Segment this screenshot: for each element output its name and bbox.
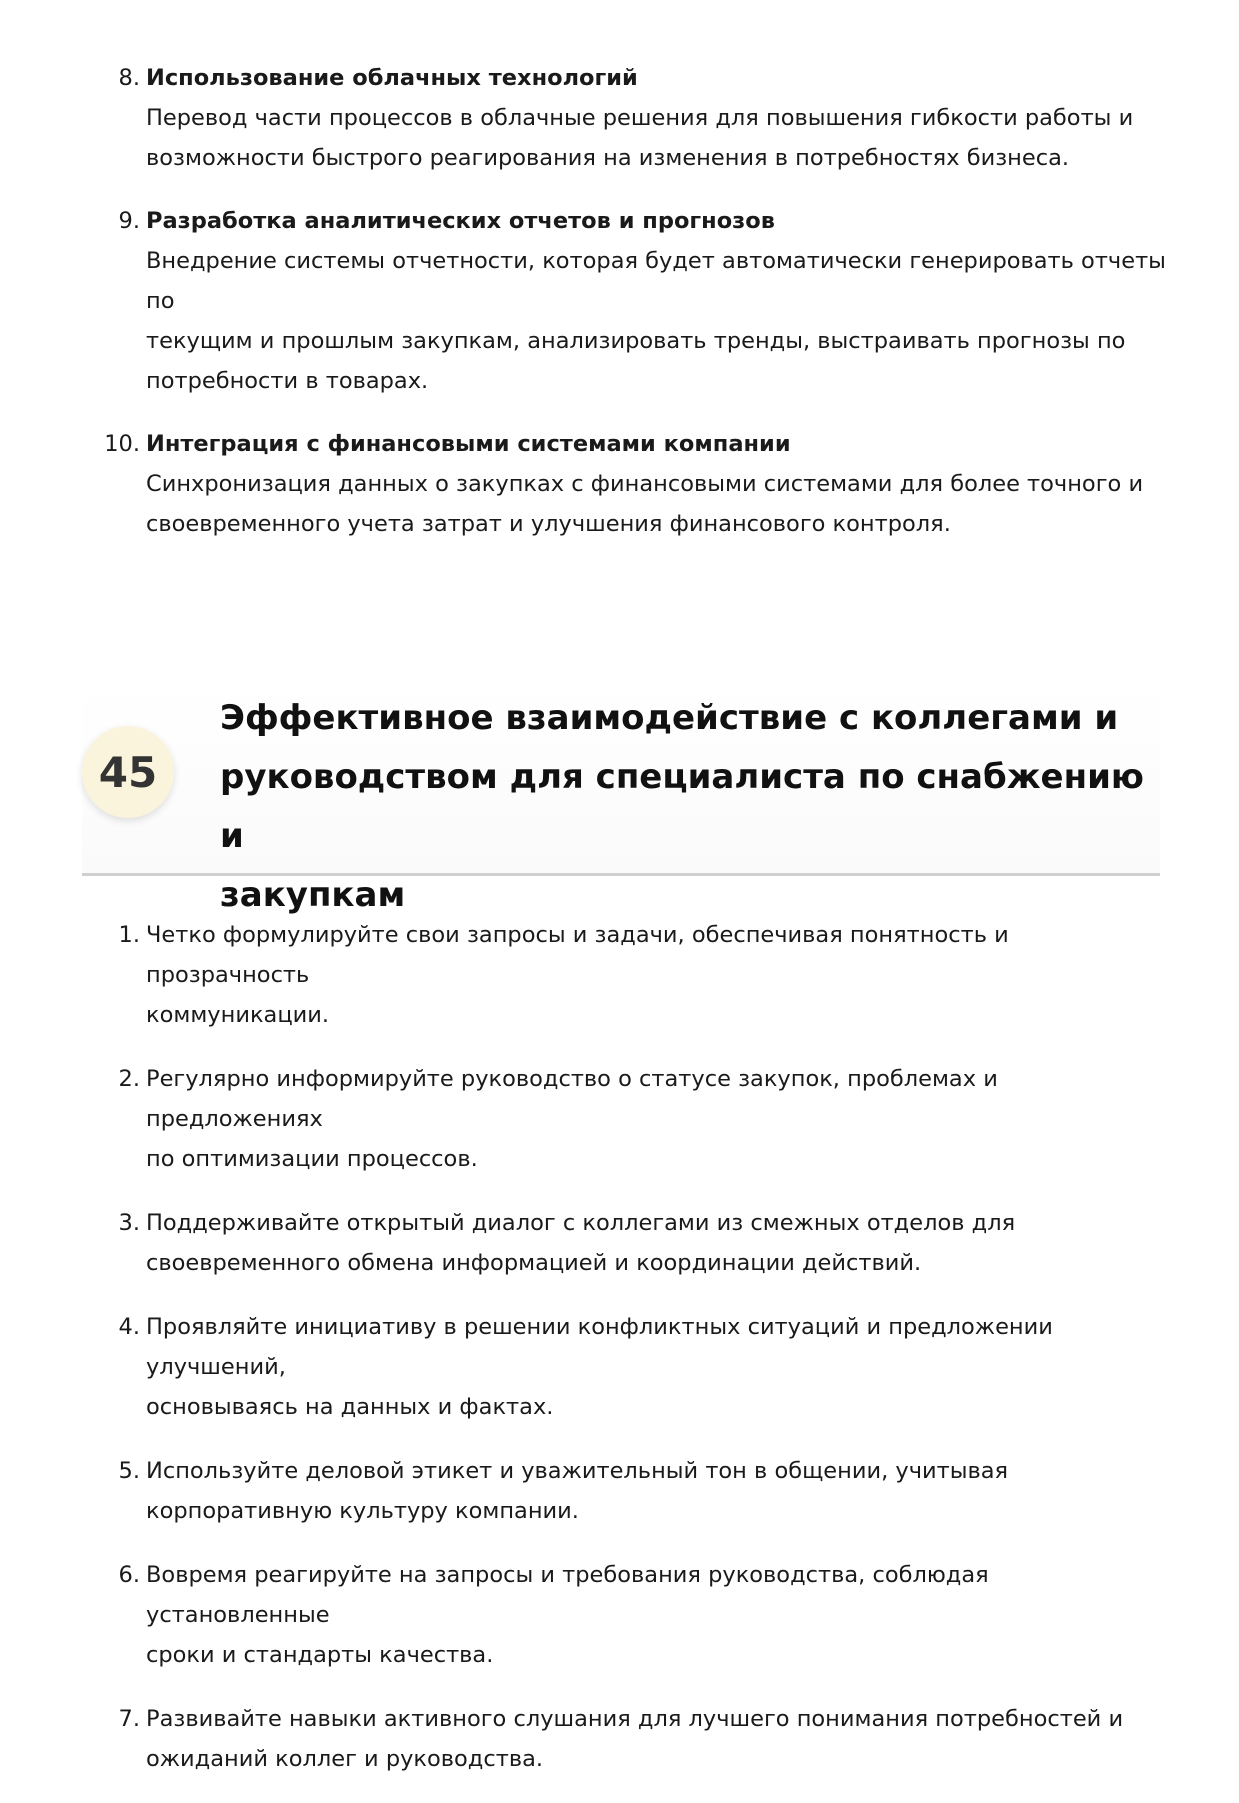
text-line: корпоративную культуру компании. (146, 1498, 579, 1524)
text-line: Синхронизация данных о закупках с финансовыми системами для более точного и (146, 471, 1144, 497)
list-item-text (146, 1203, 1166, 1283)
list-item (0, 1555, 1239, 1675)
list-item (0, 201, 1239, 401)
list-item (0, 915, 1239, 1035)
text-line: основываясь на данных и фактах. (146, 1394, 554, 1420)
text-line: Проявляйте инициативу в решении конфликтных ситуаций и предложении улучшений, (146, 1314, 1053, 1380)
text-line: Используйте деловой этикет и уважительный тон в общении, учитывая (146, 1458, 1009, 1484)
list-item-description (146, 98, 1166, 178)
list-item-description (146, 241, 1166, 401)
text-line: Четко формулируйте свои запросы и задачи, обеспечивая понятность и прозрачность (146, 922, 1009, 988)
list-item-number: 9. (118, 208, 140, 234)
title-line: закупкам (220, 875, 406, 915)
list-item-text (146, 1699, 1166, 1779)
text-line: своевременного учета затрат и улучшения финансового контроля. (146, 511, 951, 537)
list-item-number: 8. (118, 65, 140, 91)
list-item-number: 2. (118, 1066, 140, 1092)
text-line: ожиданий коллег и руководства. (146, 1746, 544, 1772)
text-line: Поддерживайте открытый диалог с коллегами из смежных отделов для (146, 1210, 1016, 1236)
list-item (0, 424, 1239, 544)
text-line: Перевод части процессов в облачные решения для повышения гибкости работы и (146, 105, 1134, 131)
title-line: Эффективное взаимодействие с коллегами и (220, 698, 1119, 738)
text-line: текущим и прошлым закупкам, анализировать тренды, выстраивать прогнозы по (146, 328, 1126, 354)
section-number-badge: 45 (82, 726, 174, 818)
list-item-number: 1. (118, 922, 140, 948)
list-item-title: Интеграция с финансовыми системами компании (146, 431, 791, 457)
list-item-description (146, 464, 1166, 544)
list-item-number: 3. (118, 1210, 140, 1236)
text-line: сроки и стандарты качества. (146, 1642, 494, 1668)
title-line: руководством для специалиста по снабжению и (220, 757, 1144, 856)
list-item-text (146, 1451, 1166, 1531)
list-item (0, 1699, 1239, 1779)
section-header (82, 685, 1160, 915)
list-item-number: 10. (104, 431, 140, 457)
section-title (220, 689, 1150, 925)
list-item (0, 58, 1239, 178)
list-item-text (146, 1059, 1166, 1179)
text-line: по оптимизации процессов. (146, 1146, 478, 1172)
list-item-text (146, 915, 1166, 1035)
text-line: Регулярно информируйте руководство о статусе закупок, проблемах и предложениях (146, 1066, 998, 1132)
list-item-title: Разработка аналитических отчетов и прогнозов (146, 208, 775, 234)
list-item (0, 1059, 1239, 1179)
list-item (0, 1451, 1239, 1531)
list-item-text (146, 1307, 1166, 1427)
list-item-text (146, 1555, 1166, 1675)
text-line: потребности в товарах. (146, 368, 429, 394)
list-item (0, 1203, 1239, 1283)
text-line: Внедрение системы отчетности, которая будет автоматически генерировать отчеты по (146, 248, 1166, 314)
text-line: возможности быстрого реагирования на изменения в потребностях бизнеса. (146, 145, 1070, 171)
text-line: Вовремя реагируйте на запросы и требования руководства, соблюдая установленные (146, 1562, 989, 1628)
list-item (0, 1307, 1239, 1427)
text-line: Развивайте навыки активного слушания для лучшего понимания потребностей и (146, 1706, 1124, 1732)
text-line: коммуникации. (146, 1002, 330, 1028)
improvement-list (0, 58, 1239, 567)
list-item-number: 4. (118, 1314, 140, 1340)
text-line: своевременного обмена информацией и координации действий. (146, 1250, 922, 1276)
list-item-number: 5. (118, 1458, 140, 1484)
list-item-number: 6. (118, 1562, 140, 1588)
list-item-title: Использование облачных технологий (146, 65, 638, 91)
tips-list (0, 915, 1239, 1803)
list-item-number: 7. (118, 1706, 140, 1732)
